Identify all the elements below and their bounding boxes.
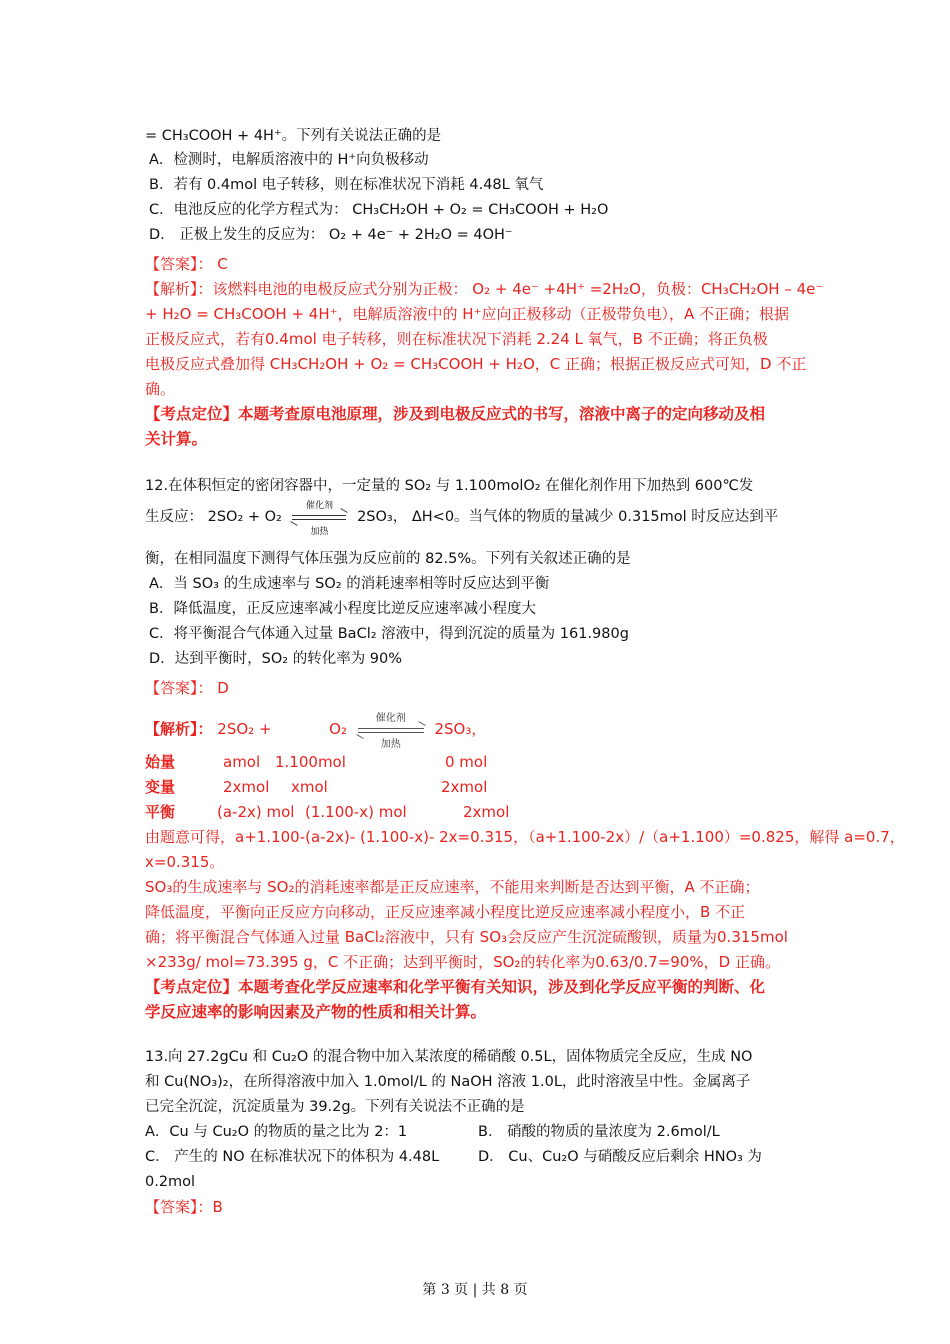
equilibrium-arrow-icon [356,712,426,750]
q12-equation-right: 2SO₃， ΔH<0。当气体的物质的量减少 0.315mol 时反应达到平 [357,509,779,525]
q12-option-b: B．降低温度，正反应速率减小程度比逆反应速率减小程度大 [149,601,536,617]
ice-cell: amol [223,753,261,771]
q12-option-c: C．将平衡混合气体通入过量 BaCl₂ 溶液中，得到沉淀的质量为 161.980g [149,626,629,642]
q12-stem-line: 12.在体积恒定的密闭容器中，一定量的 SO₂ 与 1.100molO₂ 在催化剂作用下加热到 600℃发 [145,478,754,494]
heat-label: 加热 [310,527,329,537]
q12-stem-equation-line [145,501,779,537]
ice-cell: 1.100mol [275,753,346,771]
q11-analysis-line: 确。 [145,380,176,398]
q12-analysis-line: 确；将平衡混合气体通入过量 BaCl₂溶液中，只有 SO₃会反应产生沉淀硫酸钡，质量为0.315mol [145,928,788,946]
ice-row-label: 变量 [145,778,176,796]
q11-analysis-line: + H₂O = CH₃COOH + 4H⁺，电解质溶液中的 H⁺应向正极移动（正极带负电），A 不正确；根据 [145,305,790,323]
q12-analysis-line: SO₃的生成速率与 SO₂的消耗速率都是正反应速率，不能用来判断是否达到平衡，A 不正确； [145,878,760,896]
ice-cell: 2xmol [441,778,488,796]
q12-option-a: A．当 SO₃ 的生成速率与 SO₂ 的消耗速率相等时反应达到平衡 [149,576,550,592]
q11-stem-tail: = CH₃COOH + 4H⁺。下列有关说法正确的是 [145,128,442,144]
ice-cell: 0 mol [445,753,488,771]
q11-answer: 【答案】： C [145,255,228,273]
q12-equation-left: 生反应： 2SO₂ + O₂ [145,509,282,525]
q11-analysis-line: 电极反应式叠加得 CH₃CH₂OH + O₂ = CH₃COOH + H₂O，C 正确；根据正极反应式可知，D 不正 [145,355,807,373]
q12-stem-line: 衡，在相同温度下测得气体压强为反应前的 82.5%。下列有关叙述正确的是 [145,551,631,567]
q11-kaodian-line: 关计算。 [145,430,208,448]
q12-analysis-line: 由题意可得，a+1.100-(a-2x)- (1.100-x)- 2x=0.315，（a+1.100-2x）/（a+1.100）=0.825，解得 a=0.7， [145,828,905,846]
ice-cell: 2xmol [463,803,510,821]
q13-option-a: A．Cu 与 Cu₂O 的物质的量之比为 2：1 [145,1124,408,1140]
q13-option-d: D． Cu、Cu₂O 与硝酸反应后剩余 HNO₃ 为 [478,1149,762,1165]
q13-stem-line: 13.向 27.2gCu 和 Cu₂O 的混合物中加入某浓度的稀硝酸 0.5L，固体物质完全反应，生成 NO [145,1049,753,1065]
q13-option-b: B． 硝酸的物质的量浓度为 2.6mol/L [478,1124,720,1140]
ice-row [145,802,509,822]
analysis-head: 【解析】： [145,720,213,738]
heat-label: 加热 [380,738,401,750]
analysis-eq-o2: O₂ [329,720,347,738]
q13-stem-line: 已完全沉淀，沉淀质量为 39.2g。下列有关说法不正确的是 [145,1099,525,1115]
q11-analysis-line: 【解析】：该燃料电池的电极反应式分别为正极： O₂ + 4e⁻ +4H⁺ =2H₂O，负极：CH₃CH₂OH – 4e⁻ [145,280,824,298]
equilibrium-arrow-icon [290,501,348,537]
q13-answer: 【答案】：B [145,1198,223,1216]
catalyst-label: 催化剂 [305,501,333,511]
q13-stem-line: 和 Cu(NO₃)₂，在所得溶液中加入 1.0mol/L 的 NaOH 溶液 1.0L，此时溶液呈中性。金属离子 [145,1074,751,1090]
q12-analysis-line: x=0.315。 [145,853,225,871]
ice-row [145,752,487,772]
q12-option-d: D．达到平衡时，SO₂ 的转化率为 90% [149,651,403,667]
q12-analysis-line: 降低温度，平衡向正反应方向移动，正反应速率减小程度比逆反应速率减小程度小，B 不正 [145,903,746,921]
ice-cell: (a-2x) mol [217,803,295,821]
q13-option-d-cont: 0.2mol [145,1174,196,1190]
q12-kaodian-line: 【考点定位】本题考查化学反应速率和化学平衡有关知识，涉及到化学反应平衡的判断、化 [145,978,766,996]
q12-analysis-line: ×233g/ mol=73.395 g，C 不正确；达到平衡时，SO₂的转化率为0.63/0.7=90%，D 正确。 [145,953,780,971]
q12-kaodian-line: 学反应速率的影响因素及产物的性质和相关计算。 [145,1003,487,1021]
q12-answer: 【答案】： D [145,679,229,697]
ice-cell: (1.100-x) mol [305,803,407,821]
q11-option-a: A．检测时，电解质溶液中的 H⁺向负极移动 [149,152,429,168]
q11-option-b: B．若有 0.4mol 电子转移，则在标准状况下消耗 4.48L 氧气 [149,177,544,193]
analysis-eq-left: 2SO₂ + [217,720,272,738]
ice-row-label: 平衡 [145,803,176,821]
ice-row [145,777,487,797]
q13-option-c: C． 产生的 NO 在标准状况下的体积为 4.48L [145,1149,440,1165]
q11-option-c: C．电池反应的化学方程式为： CH₃CH₂OH + O₂ = CH₃COOH + H₂O [149,202,609,218]
ice-cell: 2xmol [223,778,270,796]
q12-analysis-equation [145,712,487,750]
analysis-eq-right: 2SO₃， [434,720,487,738]
q11-kaodian-line: 【考点定位】本题考查原电池原理，涉及到电极反应式的书写，溶液中离子的定向移动及相 [145,405,766,423]
ice-row-label: 始量 [145,753,176,771]
catalyst-label: 催化剂 [375,712,406,724]
page-footer: 第 3 页 | 共 8 页 [422,1282,528,1298]
q11-option-d: D． 正极上发生的反应为： O₂ + 4e⁻ + 2H₂O = 4OH⁻ [149,227,513,243]
q11-analysis-line: 正极反应式，若有0.4mol 电子转移，则在标准状况下消耗 2.24 L 氧气，B 不正确；将正负极 [145,330,768,348]
ice-cell: xmol [291,778,328,796]
